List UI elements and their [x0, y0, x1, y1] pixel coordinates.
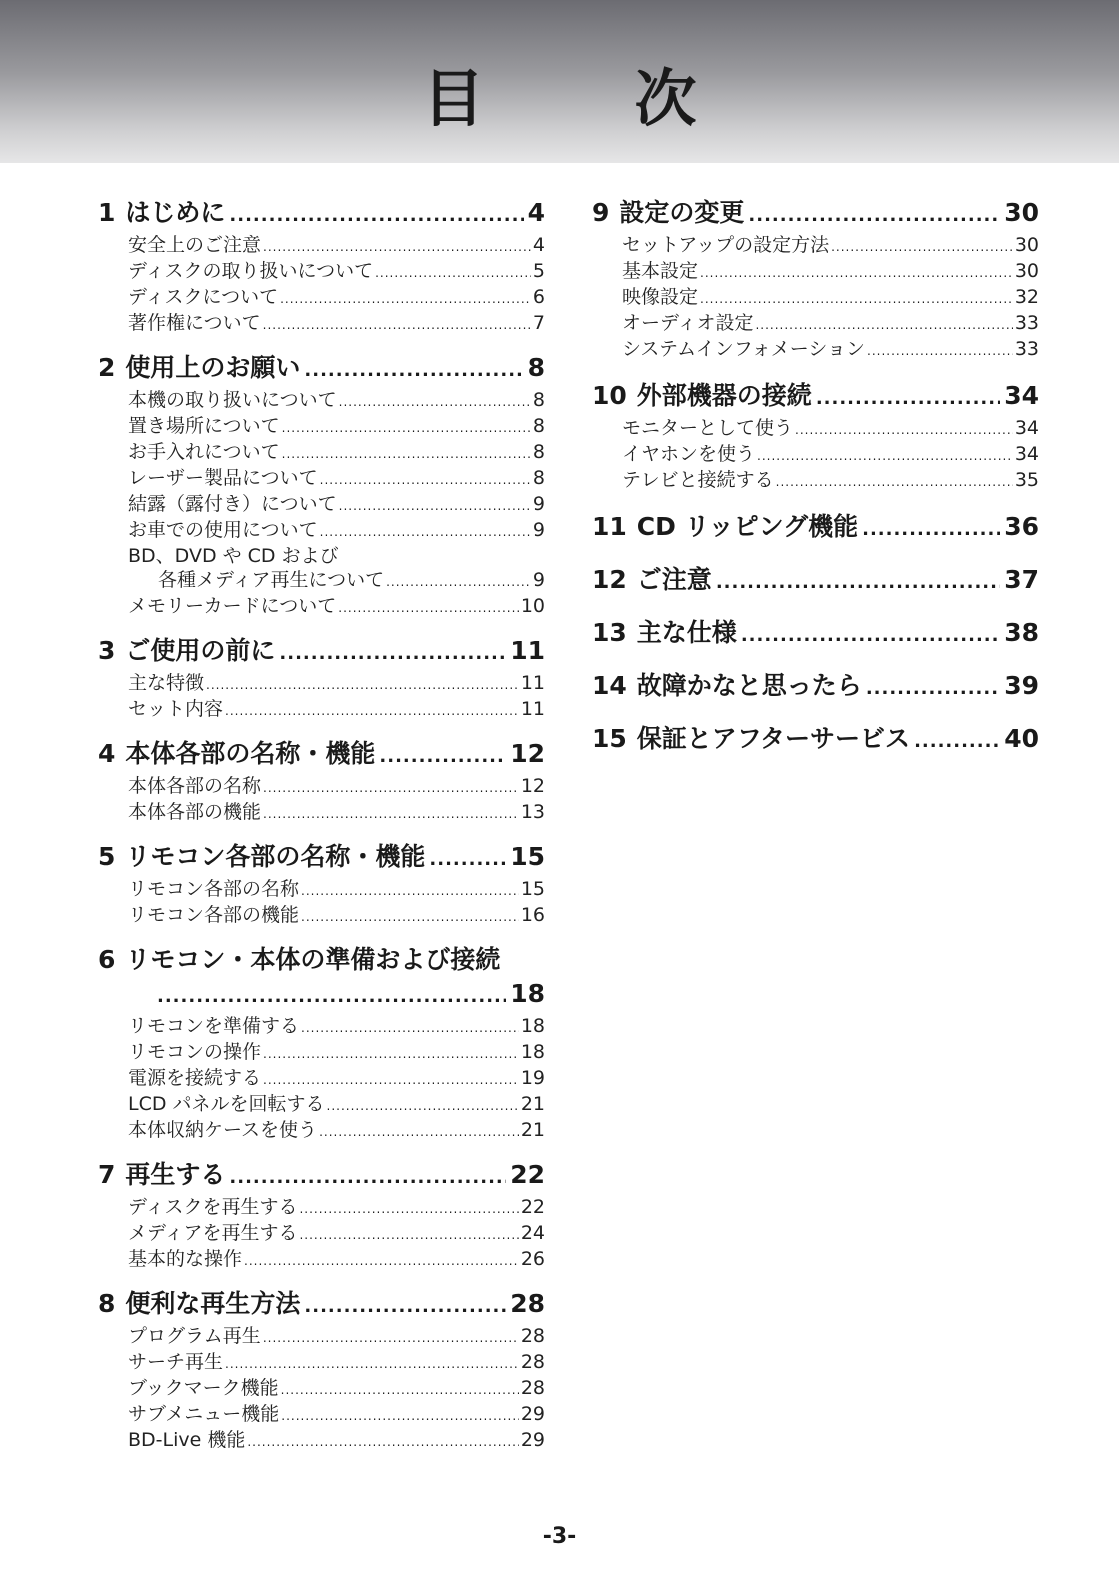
toc-section	[98, 351, 545, 620]
toc-section-title: 再生する	[125, 1160, 226, 1189]
leader-dots	[304, 1290, 506, 1324]
toc-subitem-title: お車での使用について	[128, 519, 318, 541]
toc-section-page: 22	[510, 1160, 545, 1189]
toc-subitem[interactable]	[128, 518, 545, 544]
toc-section-page: 38	[1004, 618, 1039, 647]
page-title: 目 次	[422, 62, 741, 135]
toc-section-leader	[98, 977, 545, 1014]
toc-section-title: 便利な再生方法	[125, 1289, 301, 1318]
toc-section-number: 12	[592, 565, 627, 594]
toc-subitem[interactable]	[128, 877, 545, 903]
toc-section-page: 37	[1004, 565, 1039, 594]
leader-dots	[755, 313, 1012, 337]
toc-subitem-page: 5	[532, 260, 545, 282]
toc-section-page: 28	[510, 1289, 545, 1318]
leader-dots	[225, 1352, 519, 1376]
toc-section-heading[interactable]	[592, 379, 1039, 416]
toc-subitem[interactable]	[128, 1428, 545, 1454]
toc-subitem-page: 21	[520, 1093, 545, 1115]
toc-section-heading[interactable]	[592, 616, 1039, 653]
toc-section-number: 5	[98, 842, 116, 871]
toc-section-title: 本体各部の名称・機能	[125, 739, 376, 768]
toc-subitem-page: 34	[1014, 443, 1039, 465]
toc-section	[98, 1158, 545, 1273]
leader-dots	[263, 235, 531, 259]
toc-subitem-title: 結露（露付き）について	[128, 493, 337, 515]
toc-subitem-title: リモコン各部の名称	[128, 878, 300, 900]
toc-subitem-title: ディスクを再生する	[128, 1196, 298, 1218]
toc-subitem-list	[128, 233, 545, 337]
toc-section-page: 18	[510, 979, 545, 1008]
toc-subitem[interactable]	[622, 259, 1039, 285]
toc-left-column	[98, 196, 545, 1468]
toc-subitem[interactable]	[128, 1350, 545, 1376]
toc-section-heading[interactable]	[98, 1158, 545, 1195]
toc-subitem-title: ディスクの取り扱いについて	[128, 260, 374, 282]
toc-subitem-title: お手入れについて	[128, 441, 280, 463]
toc-subitem[interactable]	[128, 1247, 545, 1273]
toc-subitem-list	[128, 671, 545, 723]
toc-section-page: 4	[527, 198, 545, 227]
toc-subitem-list	[128, 877, 545, 929]
toc-section-number: 6	[98, 945, 116, 974]
toc-subitem-title: 各種メディア再生について	[158, 569, 385, 591]
leader-dots	[244, 1249, 519, 1273]
toc-section-title: 故障かなと思ったら	[636, 671, 862, 700]
leader-dots	[281, 1378, 519, 1402]
toc-subitem[interactable]	[128, 259, 545, 285]
leader-dots	[279, 637, 506, 671]
toc-section-page: 30	[1004, 198, 1039, 227]
toc-section-number: 9	[592, 198, 610, 227]
toc-section-number: 3	[98, 636, 116, 665]
toc-subitem[interactable]	[128, 1221, 545, 1247]
toc-subitem-title: セット内容	[128, 698, 224, 720]
leader-dots	[795, 418, 1013, 442]
leader-dots	[339, 390, 531, 414]
toc-subitem[interactable]	[128, 1195, 545, 1221]
toc-subitem[interactable]	[622, 468, 1039, 494]
toc-section-page: 11	[510, 636, 545, 665]
toc-subitem-page: 9	[532, 569, 545, 591]
toc-subitem-title: 映像設定	[622, 286, 699, 308]
leader-dots	[914, 725, 1000, 759]
toc-subitem[interactable]	[128, 492, 545, 518]
toc-section-title: 外部機器の接続	[636, 381, 812, 410]
leader-dots	[157, 980, 506, 1014]
toc-subitem[interactable]	[128, 800, 545, 826]
toc-subitem-list	[128, 774, 545, 826]
toc-subitem-title: 電源を接続する	[128, 1067, 262, 1089]
toc-section-heading[interactable]	[98, 634, 545, 671]
toc-subitem[interactable]	[128, 774, 545, 800]
leader-dots	[301, 879, 519, 903]
toc-subitem-page: 28	[520, 1377, 545, 1399]
toc-section-number: 8	[98, 1289, 116, 1318]
toc-section-page: 8	[527, 353, 545, 382]
toc-section-number: 4	[98, 739, 116, 768]
toc-section-number: 2	[98, 353, 116, 382]
toc-subitem[interactable]	[128, 440, 545, 466]
toc-subitem-page: 29	[520, 1403, 545, 1425]
toc-subitem-title: 基本設定	[622, 260, 699, 282]
toc-subitem[interactable]	[128, 1040, 545, 1066]
toc-section-page: 40	[1004, 724, 1039, 753]
toc-section	[592, 722, 1039, 759]
toc-subitem-page: 28	[520, 1351, 545, 1373]
leader-dots	[319, 1120, 519, 1144]
leader-dots	[867, 339, 1013, 363]
toc-section-title: CD リッピング機能	[636, 512, 859, 541]
toc-subitem-page: 30	[1014, 260, 1039, 282]
leader-dots	[776, 470, 1013, 494]
toc-subitem-page: 33	[1014, 312, 1039, 334]
toc-section-title: ご使用の前に	[125, 636, 276, 665]
toc-section-page: 39	[1004, 671, 1039, 700]
leader-dots	[320, 520, 531, 544]
toc-subitem-title: 安全上のご注意	[128, 234, 262, 256]
leader-dots	[320, 468, 531, 492]
leader-dots	[379, 740, 506, 774]
toc-subitem-page: 4	[532, 234, 545, 256]
leader-dots	[816, 382, 1000, 416]
toc-subitem[interactable]	[128, 1118, 545, 1144]
toc-subitem[interactable]	[128, 466, 545, 492]
toc-right-column	[592, 196, 1039, 775]
toc-subitem[interactable]	[128, 903, 545, 929]
toc-section-title: 主な仕様	[636, 618, 737, 647]
toc-subitem-title: モニターとして使う	[622, 417, 794, 439]
toc-subitem-list	[622, 416, 1039, 494]
toc-subitem-page: 16	[520, 904, 545, 926]
toc-subitem-page: 8	[532, 467, 545, 489]
toc-subitem[interactable]	[128, 1066, 545, 1092]
leader-dots	[263, 1068, 519, 1092]
toc-section-number: 1	[98, 198, 116, 227]
toc-subitem[interactable]	[128, 233, 545, 259]
leader-dots	[338, 596, 519, 620]
toc-section-number: 15	[592, 724, 627, 753]
toc-subitem-page: 9	[532, 519, 545, 541]
toc-section	[592, 563, 1039, 600]
leader-dots	[757, 444, 1013, 468]
toc-subitem-title: オーディオ設定	[622, 312, 754, 334]
toc-subitem-title: 基本的な操作	[128, 1248, 243, 1270]
toc-subitem-title: ブックマーク機能	[128, 1377, 279, 1399]
toc-subitem-page: 33	[1014, 338, 1039, 360]
leader-dots	[263, 1326, 519, 1350]
toc-subitem-list	[128, 388, 545, 620]
toc-section	[98, 634, 545, 723]
leader-dots	[229, 1161, 506, 1195]
toc-subitem-page: 35	[1014, 469, 1039, 491]
toc-subitem[interactable]	[128, 285, 545, 311]
toc-subitem-title: 本体各部の名称	[128, 775, 262, 797]
toc-subitem-page: 10	[520, 595, 545, 617]
toc-subitem-page: 30	[1014, 234, 1039, 256]
toc-subitem[interactable]	[128, 671, 545, 697]
toc-section-page: 36	[1004, 512, 1039, 541]
leader-dots	[281, 1404, 519, 1428]
leader-dots	[225, 699, 519, 723]
toc-section-heading[interactable]	[98, 840, 545, 877]
toc-subitem-title: リモコンを準備する	[128, 1015, 300, 1037]
toc-section	[592, 510, 1039, 547]
toc-subitem-page: 18	[520, 1015, 545, 1037]
toc-section-title: ご注意	[636, 565, 712, 594]
toc-subitem-page: 34	[1014, 417, 1039, 439]
toc-subitem-title: システムインフォメーション	[622, 338, 866, 360]
toc-section-heading[interactable]	[592, 563, 1039, 600]
toc-section-title: 保証とアフターサービス	[636, 724, 911, 753]
toc-section	[98, 840, 545, 929]
toc-section-heading[interactable]	[98, 351, 545, 388]
toc-section-number: 14	[592, 671, 627, 700]
leader-dots	[700, 287, 1013, 311]
toc-subitem-list	[128, 1014, 545, 1144]
toc-subitem-page: 15	[520, 878, 545, 900]
toc-section-heading[interactable]	[592, 669, 1039, 706]
leader-dots	[866, 672, 1000, 706]
leader-dots	[282, 416, 531, 440]
toc-subitem[interactable]	[622, 233, 1039, 259]
toc-subitem-title: 本体各部の機能	[128, 801, 262, 823]
toc-subitem[interactable]	[128, 1324, 545, 1350]
toc-subitem-page: 32	[1014, 286, 1039, 308]
toc-subitem-title: 主な特徴	[128, 672, 205, 694]
toc-subitem-title: プログラム再生	[128, 1325, 261, 1347]
toc-section-title: リモコン各部の名称・機能	[125, 842, 426, 871]
toc-section-number: 10	[592, 381, 627, 410]
toc-subitem[interactable]	[128, 697, 545, 723]
toc-subitem-page: 19	[520, 1067, 545, 1089]
toc-subitem[interactable]	[622, 416, 1039, 442]
toc-subitem-page: 9	[532, 493, 545, 515]
toc-subitem[interactable]	[128, 1376, 545, 1402]
toc-section-heading[interactable]	[98, 943, 545, 977]
toc-section	[98, 737, 545, 826]
leader-dots	[748, 199, 1000, 233]
leader-dots	[263, 1042, 519, 1066]
toc-subitem[interactable]	[622, 442, 1039, 468]
leader-dots	[700, 261, 1013, 285]
toc-subitem-title: 本機の取り扱いについて	[128, 389, 337, 411]
toc-subitem-title: イヤホンを使う	[622, 443, 756, 465]
leader-dots	[327, 1094, 519, 1118]
leader-dots	[206, 673, 519, 697]
toc-subitem-page: 8	[532, 389, 545, 411]
toc-subitem[interactable]	[128, 311, 545, 337]
leader-dots	[282, 442, 531, 466]
toc-subitem-title: 著作権について	[128, 312, 261, 334]
toc-subitem[interactable]	[128, 414, 545, 440]
toc-subitem-title: 本体収納ケースを使う	[128, 1119, 318, 1141]
toc-subitem-title: サーチ再生	[128, 1351, 224, 1373]
leader-dots	[280, 287, 531, 311]
toc-subitem-page: 13	[520, 801, 545, 823]
toc-subitem-page: 7	[532, 312, 545, 334]
toc-section-page: 15	[510, 842, 545, 871]
toc-subitem[interactable]	[128, 388, 545, 414]
toc-section-heading[interactable]	[98, 1287, 545, 1324]
toc-subitem[interactable]	[622, 311, 1039, 337]
toc-subitem-title: テレビと接続する	[622, 469, 774, 491]
leader-dots	[831, 235, 1013, 259]
leader-dots	[301, 1016, 519, 1040]
toc-section	[592, 669, 1039, 706]
toc-subitem[interactable]	[622, 337, 1039, 363]
leader-dots	[247, 1430, 518, 1454]
leader-dots	[339, 494, 531, 518]
toc-subitem-title: サブメニュー機能	[128, 1403, 280, 1425]
toc-subitem-list	[622, 233, 1039, 363]
toc-subitem-page: 24	[520, 1222, 545, 1244]
toc-section	[592, 379, 1039, 494]
toc-subitem-page: 6	[532, 286, 545, 308]
toc-subitem-title: セットアップの設定方法	[622, 234, 830, 256]
leader-dots	[299, 1197, 518, 1221]
toc-subitem-title: BD-Live 機能	[128, 1429, 246, 1451]
toc-section-page: 34	[1004, 381, 1039, 410]
leader-dots	[375, 261, 531, 285]
toc-subitem-title: リモコン各部の機能	[128, 904, 300, 926]
toc-subitem-page: 22	[520, 1196, 545, 1218]
toc-section	[98, 943, 545, 1144]
toc-subitem-page: 26	[520, 1248, 545, 1270]
leader-dots	[301, 905, 519, 929]
page-number: -3-	[542, 1524, 577, 1549]
toc-section-number: 11	[592, 512, 627, 541]
toc-section-number: 7	[98, 1160, 116, 1189]
toc-subitem-page: 21	[520, 1119, 545, 1141]
toc-section-heading[interactable]	[592, 510, 1039, 547]
toc-subitem-title: レーザー製品について	[128, 467, 318, 489]
toc-subitem-title: メディアを再生する	[128, 1222, 298, 1244]
toc-section-page: 12	[510, 739, 545, 768]
leader-dots	[229, 199, 523, 233]
toc-subitem-page: 8	[532, 441, 545, 463]
leader-dots	[716, 566, 1000, 600]
toc-section-heading[interactable]	[592, 722, 1039, 759]
leader-dots	[263, 313, 531, 337]
toc-subitem-page: 28	[520, 1325, 545, 1347]
toc-section-title: 使用上のお願い	[125, 353, 301, 382]
toc-subitem-page: 8	[532, 415, 545, 437]
toc-section	[98, 196, 545, 337]
leader-dots	[862, 513, 1000, 547]
leader-dots	[429, 843, 506, 877]
toc-subitem-title-line1[interactable]: BD、DVD や CD および	[128, 545, 339, 567]
toc-subitem[interactable]	[128, 1014, 545, 1040]
toc-section-heading[interactable]	[98, 196, 545, 233]
toc-section	[592, 196, 1039, 363]
leader-dots	[263, 802, 519, 826]
toc-section-title: リモコン・本体の準備および接続	[125, 945, 501, 974]
toc-subitem[interactable]	[128, 1092, 545, 1118]
toc-subitem[interactable]	[128, 568, 545, 594]
toc-subitem-title: ディスクについて	[128, 286, 279, 308]
leader-dots	[299, 1223, 518, 1247]
toc-subitem-page: 29	[520, 1429, 545, 1451]
toc-section	[592, 616, 1039, 653]
toc-subitem[interactable]	[622, 285, 1039, 311]
leader-dots	[304, 354, 523, 388]
toc-subitem-title: LCD パネルを回転する	[128, 1093, 325, 1115]
leader-dots	[263, 776, 519, 800]
toc-section-title: はじめに	[125, 198, 226, 227]
toc-subitem-title: 置き場所について	[128, 415, 280, 437]
toc-subitem-title: メモリーカードについて	[128, 595, 337, 617]
toc-subitem[interactable]	[128, 594, 545, 620]
toc-subitem-page: 11	[520, 698, 545, 720]
toc-section-heading[interactable]	[592, 196, 1039, 233]
toc-subitem-title: リモコンの操作	[128, 1041, 262, 1063]
toc-subitem-page: 18	[520, 1041, 545, 1063]
leader-dots	[741, 619, 1000, 653]
toc-section-heading[interactable]	[98, 737, 545, 774]
toc-section-title: 設定の変更	[619, 198, 745, 227]
leader-dots	[386, 570, 531, 594]
toc-subitem-list	[128, 1195, 545, 1273]
toc-section	[98, 1287, 545, 1454]
toc-subitem-page: 12	[520, 775, 545, 797]
toc-subitem-page: 11	[520, 672, 545, 694]
toc-section-number: 13	[592, 618, 627, 647]
toc-subitem[interactable]	[128, 1402, 545, 1428]
toc-subitem-list	[128, 1324, 545, 1454]
